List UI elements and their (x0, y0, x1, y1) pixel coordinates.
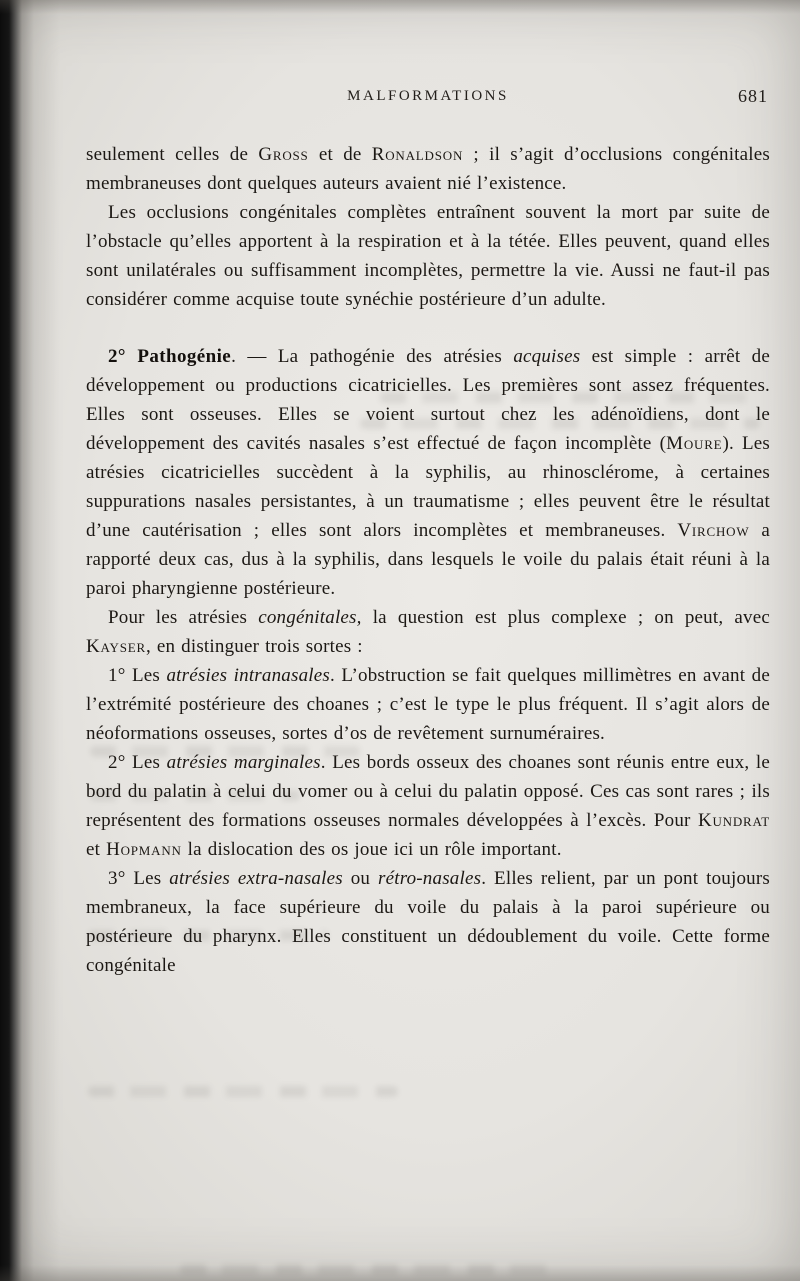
text-run: . Les bords osseux des choanes sont réunis entre eux, le bord du palatin à celui du vomer ou à celui du palatin opposé. Ces cas sont rares ; ils représentent des formations osseuses normales développées à l’excès. Pour (86, 752, 771, 831)
text-run-smallcaps: Virchow (677, 520, 750, 541)
text-run-italic: congénitales, (258, 607, 362, 628)
text-run-smallcaps: Kundrat (697, 810, 770, 831)
paragraph (86, 342, 770, 603)
bleedthrough-ghost (180, 1264, 560, 1275)
bleedthrough-ghost (88, 1086, 398, 1097)
text-run: 2° Les (108, 752, 167, 773)
text-run-italic: atrésies marginales (166, 752, 321, 773)
paragraph (86, 661, 770, 748)
text-run-smallcaps: Moure (666, 433, 723, 454)
text-run: ou (342, 868, 378, 889)
text-run-italic: rétro-nasales (377, 868, 482, 889)
text-run: est simple : arrêt de développement ou productions cicatricielles. Les premières sont assez fréquentes. Elles sont osseuses. Elles se voient surtout chez les adénoïdiens, dont le développement des cavités nasales s’est effectué de façon incomplète ( (86, 346, 770, 454)
text-run: . Elles relient, par un pont toujours membraneux, la face supérieure du voile du palais à la paroi supérieure ou postérieure du pharynx. Elles constituent un dédoublement du voile. Cette forme congénitale (86, 868, 770, 976)
page-header (86, 88, 770, 110)
text-run-smallcaps: Hopmann (106, 839, 182, 860)
paragraph (86, 864, 770, 980)
text-run: et (86, 839, 107, 860)
text-run-smallcaps: Kayser (86, 636, 146, 657)
text-run: et de (308, 144, 372, 165)
text-run-italic: atrésies intranasales (166, 665, 330, 686)
text-run: a rapporté deux cas, dus à la syphilis, dans lesquels le voile du palais était réuni à la paroi pharyngienne postérieure. (86, 520, 770, 599)
text-run: ; il s’agit d’occlusions congénitales membraneuses dont quelques auteurs avaient nié l’existence. (86, 144, 770, 194)
text-run: ). Les atrésies cicatricielles succèdent à la syphilis, au rhinosclérome, à certaines suppurations nasales persistantes, à un traumatisme ; elles peuvent être le résultat d’une cautérisation ; elles sont alors incomplètes et membraneuses. (86, 433, 770, 541)
page-edge-shadow-top (0, 0, 800, 14)
text-run: Pour les atrésies (108, 607, 259, 628)
page-edge-shadow-bottom (0, 1265, 800, 1281)
text-run: 3° Les (108, 868, 170, 889)
text-run-italic: acquises (513, 346, 581, 367)
text-run: seulement celles de (86, 144, 259, 165)
page-content (86, 88, 770, 980)
text-run: Les occlusions congénitales complètes entraînent souvent la mort par suite de l’obstacle qu’elles apportent à la respiration et à la tétée. Elles peuvent, quand elles sont unilatérales ou suffisamment incomplètes, permettre la vie. Aussi ne faut-il pas considérer comme acquise toute synéchie postérieure d’un adulte. (86, 202, 770, 310)
text-run-smallcaps: Gross (258, 144, 309, 165)
page-number: 681 (738, 86, 768, 106)
paragraph (86, 198, 770, 314)
book-binding-shadow (0, 0, 60, 1281)
text-run: la question est plus complexe ; on peut, avec (361, 607, 770, 628)
text-run: 1° Les (108, 665, 167, 686)
running-title: MALFORMATIONS (347, 88, 509, 104)
paragraph (86, 140, 770, 198)
paragraph (86, 748, 770, 864)
text-run: , en distinguer trois sortes : (145, 636, 363, 657)
paragraph (86, 603, 770, 661)
text-run: . L’obstruction se fait quelques millimètres en avant de l’extrémité postérieure des choanes ; c’est le type le plus fréquent. Il s’agit alors de néoformations osseuses, sortes d’os de revêtement surnuméraires. (86, 665, 770, 744)
text-run: . — La pathogénie des atrésies (231, 346, 514, 367)
text-run-smallcaps: Ronaldson (371, 144, 464, 165)
text-run: la dislocation des os joue ici un rôle important. (181, 839, 562, 860)
text-block (86, 140, 770, 980)
text-run-bold: 2° Pathogénie (108, 346, 232, 367)
text-run-italic: atrésies extra-nasales (169, 868, 343, 889)
